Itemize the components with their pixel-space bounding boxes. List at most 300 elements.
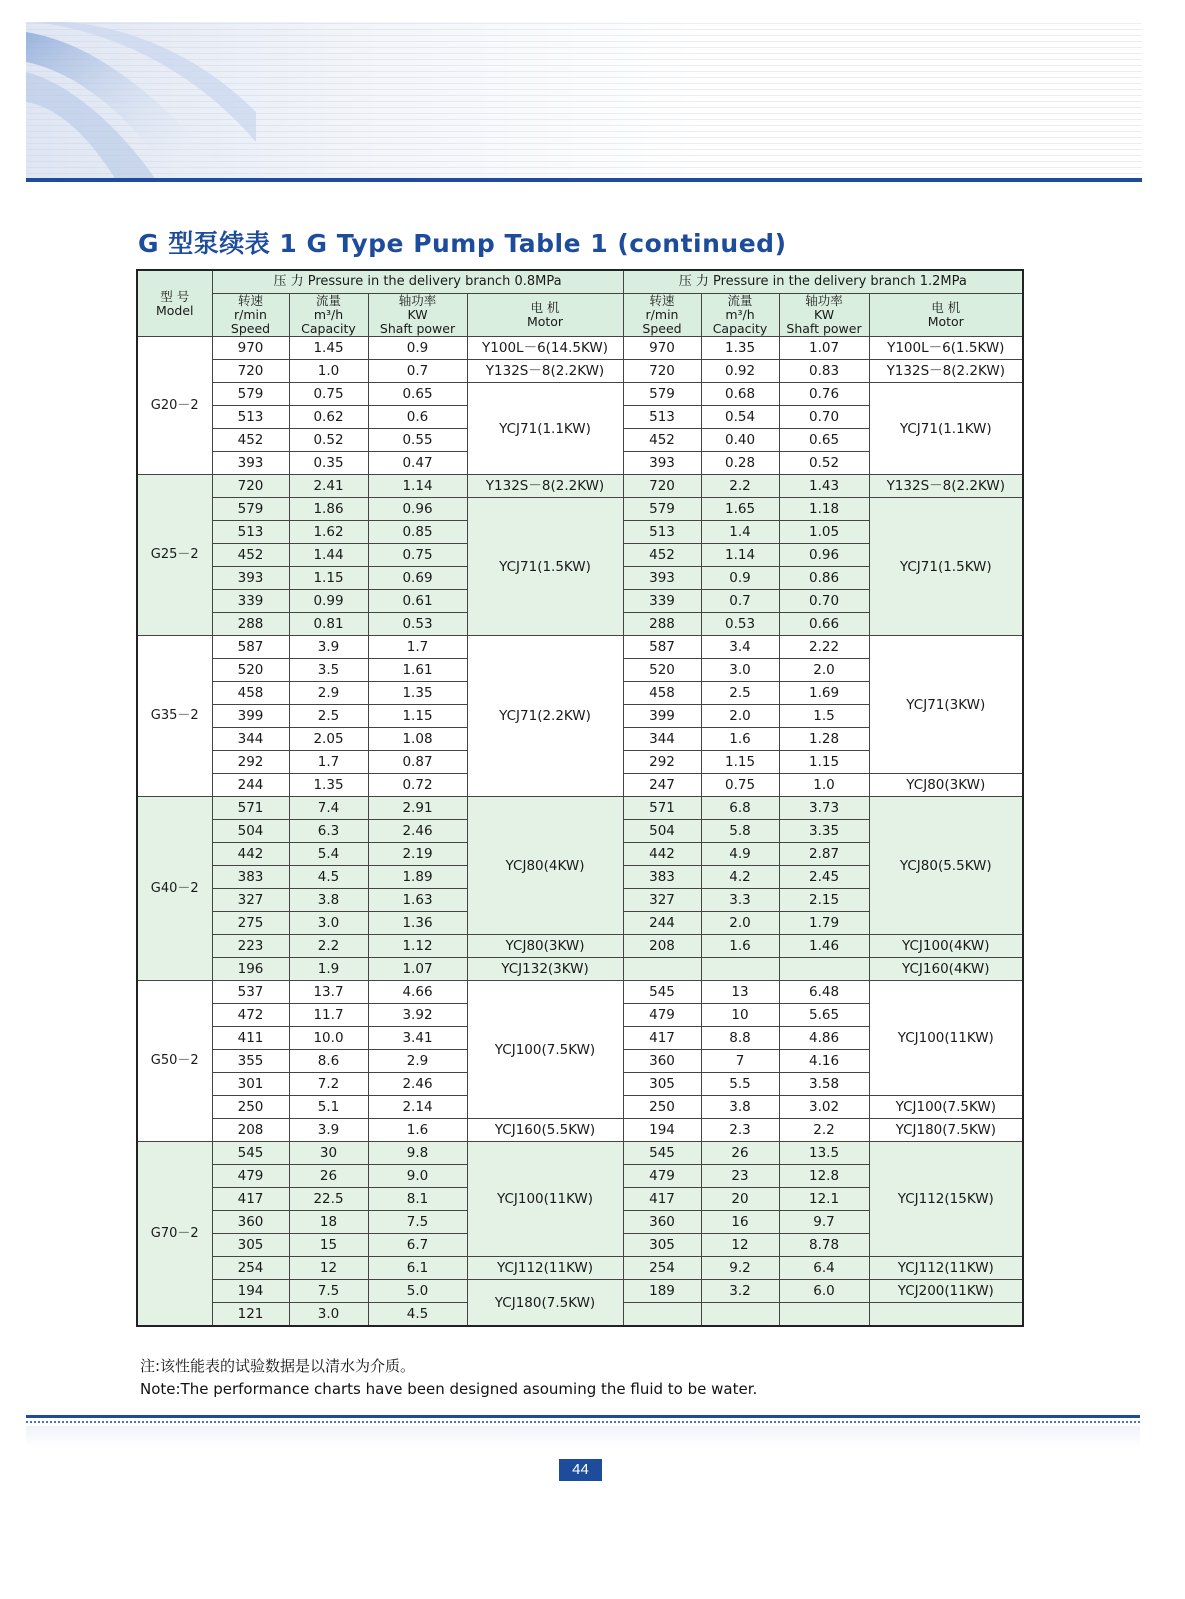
capacity-cell: 4.5	[289, 866, 368, 889]
model-cell: G25－2	[137, 475, 212, 636]
shaft-power-cell: 2.2	[779, 1119, 869, 1142]
capacity-cell: 6.8	[701, 797, 779, 820]
speed-cell: 472	[212, 1004, 289, 1027]
header-rule	[26, 178, 1142, 182]
capacity-cell: 0.35	[289, 452, 368, 475]
shaft-power-cell: 0.52	[779, 452, 869, 475]
shaft-power-cell: 6.48	[779, 981, 869, 1004]
speed-cell: 194	[212, 1280, 289, 1303]
capacity-cell: 7.4	[289, 797, 368, 820]
pressure-12-header: 压 力 Pressure in the delivery branch 1.2MPa	[623, 270, 1023, 294]
capacity-header: 流量 m³/h Capacity	[701, 294, 779, 337]
shaft-power-cell: 0.65	[368, 383, 467, 406]
speed-header: 转速 r/min Speed	[623, 294, 701, 337]
speed-cell: 545	[212, 1142, 289, 1165]
capacity-cell: 1.35	[289, 774, 368, 797]
shaft-power-cell: 0.72	[368, 774, 467, 797]
shaft-power-cell: 8.78	[779, 1234, 869, 1257]
shaft-power-cell: 2.91	[368, 797, 467, 820]
speed-cell: 288	[623, 613, 701, 636]
motor-cell: YCJ112(15KW)	[869, 1142, 1023, 1257]
capacity-cell: 3.0	[289, 1303, 368, 1327]
speed-cell: 208	[212, 1119, 289, 1142]
shaft-power-cell: 1.15	[779, 751, 869, 774]
capacity-cell: 1.6	[701, 935, 779, 958]
table-row	[137, 935, 1023, 958]
shaft-power-cell: 3.35	[779, 820, 869, 843]
shaft-power-cell: 1.61	[368, 659, 467, 682]
shaft-power-cell: 1.07	[368, 958, 467, 981]
capacity-cell: 0.53	[701, 613, 779, 636]
speed-cell: 545	[623, 981, 701, 1004]
speed-cell: 970	[623, 337, 701, 360]
capacity-cell: 1.62	[289, 521, 368, 544]
motor-cell: YCJ100(11KW)	[869, 981, 1023, 1096]
shaft-power-cell: 2.19	[368, 843, 467, 866]
speed-cell: 452	[212, 544, 289, 567]
shaft-power-cell: 0.9	[368, 337, 467, 360]
shaft-power-cell: 9.7	[779, 1211, 869, 1234]
capacity-cell: 5.1	[289, 1096, 368, 1119]
motor-cell: YCJ100(11KW)	[467, 1142, 623, 1257]
speed-cell	[623, 1303, 701, 1327]
capacity-cell: 3.4	[701, 636, 779, 659]
capacity-cell: 0.75	[701, 774, 779, 797]
speed-cell: 537	[212, 981, 289, 1004]
table-row	[137, 475, 1023, 498]
shaft-power-cell: 0.69	[368, 567, 467, 590]
speed-cell: 513	[623, 521, 701, 544]
speed-cell: 288	[212, 613, 289, 636]
shaft-power-cell: 5.0	[368, 1280, 467, 1303]
capacity-cell	[701, 1303, 779, 1327]
motor-cell: Y132S－8(2.2KW)	[869, 475, 1023, 498]
capacity-cell: 2.2	[701, 475, 779, 498]
table-row	[137, 337, 1023, 360]
motor-cell: YCJ100(7.5KW)	[467, 981, 623, 1119]
capacity-cell: 3.9	[289, 1119, 368, 1142]
model-cell: G35－2	[137, 636, 212, 797]
capacity-cell: 0.75	[289, 383, 368, 406]
capacity-cell: 11.7	[289, 1004, 368, 1027]
shaft-power-cell: 8.1	[368, 1188, 467, 1211]
capacity-cell: 5.4	[289, 843, 368, 866]
speed-cell: 417	[623, 1027, 701, 1050]
shaft-power-cell: 1.89	[368, 866, 467, 889]
shaft-power-cell: 1.63	[368, 889, 467, 912]
capacity-cell: 23	[701, 1165, 779, 1188]
speed-cell: 250	[623, 1096, 701, 1119]
motor-cell: YCJ71(1.5KW)	[869, 498, 1023, 636]
speed-cell: 355	[212, 1050, 289, 1073]
motor-cell: Y132S－8(2.2KW)	[467, 360, 623, 383]
speed-cell: 393	[212, 452, 289, 475]
capacity-cell: 0.62	[289, 406, 368, 429]
shaft-power-cell: 6.1	[368, 1257, 467, 1280]
shaft-power-cell: 0.87	[368, 751, 467, 774]
shaft-power-cell: 6.4	[779, 1257, 869, 1280]
capacity-cell: 4.9	[701, 843, 779, 866]
motor-cell: YCJ132(3KW)	[467, 958, 623, 981]
model-cell: G20－2	[137, 337, 212, 475]
motor-cell: Y100L－6(1.5KW)	[869, 337, 1023, 360]
shaft-power-cell: 3.41	[368, 1027, 467, 1050]
capacity-cell: 2.5	[701, 682, 779, 705]
speed-cell: 720	[212, 475, 289, 498]
shaft-power-cell: 2.15	[779, 889, 869, 912]
capacity-cell: 2.9	[289, 682, 368, 705]
shaft-power-cell: 13.5	[779, 1142, 869, 1165]
speed-cell: 452	[623, 429, 701, 452]
capacity-cell: 3.0	[701, 659, 779, 682]
shaft-power-cell: 1.15	[368, 705, 467, 728]
capacity-cell: 0.7	[701, 590, 779, 613]
speed-cell: 244	[212, 774, 289, 797]
motor-cell: YCJ80(5.5KW)	[869, 797, 1023, 935]
motor-cell: YCJ200(11KW)	[869, 1280, 1023, 1303]
motor-header: 电 机 Motor	[467, 294, 623, 337]
speed-cell: 393	[212, 567, 289, 590]
motor-cell: YCJ112(11KW)	[869, 1257, 1023, 1280]
shaft-power-cell: 5.65	[779, 1004, 869, 1027]
capacity-cell: 7.5	[289, 1280, 368, 1303]
speed-cell: 458	[212, 682, 289, 705]
shaft-power-cell: 0.47	[368, 452, 467, 475]
speed-cell: 479	[212, 1165, 289, 1188]
shaft-power-cell: 1.69	[779, 682, 869, 705]
footer-band	[26, 1426, 1140, 1448]
speed-cell: 344	[623, 728, 701, 751]
motor-cell: YCJ180(7.5KW)	[467, 1280, 623, 1327]
capacity-cell: 3.0	[289, 912, 368, 935]
capacity-cell: 0.68	[701, 383, 779, 406]
speed-cell: 360	[623, 1050, 701, 1073]
speed-cell: 479	[623, 1165, 701, 1188]
shaft-power-cell: 3.58	[779, 1073, 869, 1096]
capacity-cell: 0.9	[701, 567, 779, 590]
motor-cell: YCJ71(3KW)	[869, 636, 1023, 774]
motor-cell: YCJ80(3KW)	[869, 774, 1023, 797]
capacity-cell: 30	[289, 1142, 368, 1165]
shaft-power-cell: 2.45	[779, 866, 869, 889]
speed-cell: 393	[623, 452, 701, 475]
shaft-power-cell: 1.35	[368, 682, 467, 705]
speed-cell: 292	[623, 751, 701, 774]
capacity-cell: 5.5	[701, 1073, 779, 1096]
capacity-cell: 2.0	[701, 912, 779, 935]
speed-cell: 417	[623, 1188, 701, 1211]
capacity-cell: 20	[701, 1188, 779, 1211]
shaft-power-cell: 7.5	[368, 1211, 467, 1234]
speed-cell: 339	[212, 590, 289, 613]
shaft-power-cell: 0.85	[368, 521, 467, 544]
speed-cell: 458	[623, 682, 701, 705]
speed-cell: 275	[212, 912, 289, 935]
table-row	[137, 360, 1023, 383]
shaft-power-cell: 2.87	[779, 843, 869, 866]
speed-cell: 254	[623, 1257, 701, 1280]
shaft-power-cell: 0.70	[779, 406, 869, 429]
motor-cell: YCJ71(1.5KW)	[467, 498, 623, 636]
speed-cell: 327	[623, 889, 701, 912]
shaft-power-cell: 0.7	[368, 360, 467, 383]
speed-cell: 720	[623, 360, 701, 383]
shaft-power-cell: 0.53	[368, 613, 467, 636]
speed-cell: 305	[212, 1234, 289, 1257]
capacity-cell: 2.5	[289, 705, 368, 728]
capacity-cell: 2.05	[289, 728, 368, 751]
shaft-power-cell: 0.6	[368, 406, 467, 429]
capacity-cell: 9.2	[701, 1257, 779, 1280]
table-row	[137, 1119, 1023, 1142]
speed-cell: 504	[623, 820, 701, 843]
capacity-cell: 5.8	[701, 820, 779, 843]
capacity-cell: 1.4	[701, 521, 779, 544]
shaft-power-cell: 4.16	[779, 1050, 869, 1073]
capacity-cell: 22.5	[289, 1188, 368, 1211]
capacity-cell: 26	[289, 1165, 368, 1188]
shaft-power-cell: 1.12	[368, 935, 467, 958]
motor-cell: YCJ180(7.5KW)	[869, 1119, 1023, 1142]
motor-cell: YCJ160(4KW)	[869, 958, 1023, 981]
shaft-power-cell: 4.66	[368, 981, 467, 1004]
motor-cell: YCJ80(4KW)	[467, 797, 623, 935]
speed-cell: 442	[623, 843, 701, 866]
table-row	[137, 498, 1023, 521]
capacity-cell: 1.44	[289, 544, 368, 567]
capacity-cell	[701, 958, 779, 981]
shaft-power-cell: 1.07	[779, 337, 869, 360]
capacity-cell: 10.0	[289, 1027, 368, 1050]
speed-cell: 292	[212, 751, 289, 774]
speed-cell: 571	[212, 797, 289, 820]
motor-cell: YCJ71(2.2KW)	[467, 636, 623, 797]
speed-cell: 513	[212, 406, 289, 429]
shaft-power-cell: 1.79	[779, 912, 869, 935]
speed-cell: 579	[212, 383, 289, 406]
speed-cell: 520	[212, 659, 289, 682]
shaft-power-cell: 2.14	[368, 1096, 467, 1119]
speed-cell: 579	[212, 498, 289, 521]
motor-cell: YCJ112(11KW)	[467, 1257, 623, 1280]
table-row	[137, 1142, 1023, 1165]
speed-cell: 305	[623, 1073, 701, 1096]
pump-spec-table	[136, 269, 1024, 1327]
capacity-cell: 6.3	[289, 820, 368, 843]
table-row	[137, 636, 1023, 659]
capacity-cell: 8.6	[289, 1050, 368, 1073]
shaft-power-header: 轴功率 KW Shaft power	[779, 294, 869, 337]
speed-cell: 244	[623, 912, 701, 935]
shaft-power-cell: 1.28	[779, 728, 869, 751]
shaft-power-cell: 1.36	[368, 912, 467, 935]
capacity-cell: 3.2	[701, 1280, 779, 1303]
speed-cell: 970	[212, 337, 289, 360]
motor-cell	[869, 1303, 1023, 1327]
shaft-power-cell: 1.0	[779, 774, 869, 797]
capacity-cell: 3.8	[701, 1096, 779, 1119]
capacity-cell: 1.6	[701, 728, 779, 751]
capacity-cell: 8.8	[701, 1027, 779, 1050]
shaft-power-cell: 1.6	[368, 1119, 467, 1142]
capacity-cell: 7.2	[289, 1073, 368, 1096]
shaft-power-cell: 1.43	[779, 475, 869, 498]
speed-cell	[623, 958, 701, 981]
shaft-power-cell: 0.61	[368, 590, 467, 613]
shaft-power-cell: 3.02	[779, 1096, 869, 1119]
shaft-power-cell: 1.08	[368, 728, 467, 751]
speed-cell: 442	[212, 843, 289, 866]
speed-cell: 399	[623, 705, 701, 728]
shaft-power-cell: 1.05	[779, 521, 869, 544]
pressure-08-header: 压 力 Pressure in the delivery branch 0.8MPa	[212, 270, 623, 294]
shaft-power-cell: 2.46	[368, 1073, 467, 1096]
footer-dotted-rule	[26, 1421, 1140, 1423]
motor-cell: Y100L－6(14.5KW)	[467, 337, 623, 360]
capacity-cell: 2.2	[289, 935, 368, 958]
shaft-power-cell: 6.7	[368, 1234, 467, 1257]
capacity-cell: 1.86	[289, 498, 368, 521]
speed-cell: 344	[212, 728, 289, 751]
table-row	[137, 958, 1023, 981]
capacity-cell: 12	[701, 1234, 779, 1257]
table-row	[137, 981, 1023, 1004]
capacity-cell: 0.92	[701, 360, 779, 383]
speed-cell: 254	[212, 1257, 289, 1280]
note-chinese: 注:该性能表的试验数据是以清水为介质。	[140, 1357, 416, 1375]
shaft-power-cell: 0.70	[779, 590, 869, 613]
capacity-cell: 3.8	[289, 889, 368, 912]
shaft-power-cell: 2.9	[368, 1050, 467, 1073]
shaft-power-cell: 0.83	[779, 360, 869, 383]
shaft-power-cell	[779, 958, 869, 981]
speed-cell: 579	[623, 498, 701, 521]
shaft-power-cell: 2.46	[368, 820, 467, 843]
model-header: 型 号 Model	[137, 270, 212, 337]
motor-cell: Y132S－8(2.2KW)	[467, 475, 623, 498]
speed-cell: 520	[623, 659, 701, 682]
speed-cell: 452	[623, 544, 701, 567]
speed-cell: 250	[212, 1096, 289, 1119]
shaft-power-cell	[779, 1303, 869, 1327]
page-number: 44	[559, 1459, 602, 1481]
speed-cell: 452	[212, 429, 289, 452]
speed-cell: 196	[212, 958, 289, 981]
note-english: Note:The performance charts have been designed asouming the fluid to be water.	[140, 1380, 758, 1398]
capacity-cell: 13.7	[289, 981, 368, 1004]
speed-cell: 360	[623, 1211, 701, 1234]
shaft-power-cell: 0.86	[779, 567, 869, 590]
shaft-power-cell: 0.96	[779, 544, 869, 567]
capacity-cell: 1.65	[701, 498, 779, 521]
shaft-power-cell: 0.75	[368, 544, 467, 567]
motor-cell: YCJ71(1.1KW)	[467, 383, 623, 475]
model-cell: G40－2	[137, 797, 212, 981]
shaft-power-cell: 0.65	[779, 429, 869, 452]
motor-cell: Y132S－8(2.2KW)	[869, 360, 1023, 383]
speed-cell: 417	[212, 1188, 289, 1211]
motor-cell: YCJ80(3KW)	[467, 935, 623, 958]
speed-cell: 587	[212, 636, 289, 659]
shaft-power-cell: 0.66	[779, 613, 869, 636]
capacity-cell: 1.0	[289, 360, 368, 383]
speed-cell: 513	[212, 521, 289, 544]
speed-cell: 305	[623, 1234, 701, 1257]
capacity-cell: 1.15	[701, 751, 779, 774]
capacity-cell: 0.52	[289, 429, 368, 452]
capacity-cell: 7	[701, 1050, 779, 1073]
capacity-cell: 0.28	[701, 452, 779, 475]
capacity-cell: 4.2	[701, 866, 779, 889]
capacity-cell: 1.45	[289, 337, 368, 360]
capacity-cell: 2.41	[289, 475, 368, 498]
speed-cell: 194	[623, 1119, 701, 1142]
speed-cell: 571	[623, 797, 701, 820]
speed-cell: 383	[623, 866, 701, 889]
shaft-power-cell: 9.8	[368, 1142, 467, 1165]
header-swoosh-graphic	[26, 22, 256, 180]
speed-cell: 720	[623, 475, 701, 498]
speed-cell: 504	[212, 820, 289, 843]
page-title: G 型泵续表 1 G Type Pump Table 1 (continued)	[138, 229, 787, 258]
capacity-cell: 2.0	[701, 705, 779, 728]
speed-cell: 479	[623, 1004, 701, 1027]
speed-header: 转速 r/min Speed	[212, 294, 289, 337]
speed-cell: 411	[212, 1027, 289, 1050]
speed-cell: 545	[623, 1142, 701, 1165]
capacity-cell: 3.5	[289, 659, 368, 682]
shaft-power-cell: 9.0	[368, 1165, 467, 1188]
footer-rule	[26, 1415, 1140, 1418]
speed-cell: 399	[212, 705, 289, 728]
shaft-power-cell: 2.22	[779, 636, 869, 659]
shaft-power-cell: 1.18	[779, 498, 869, 521]
table-row	[137, 383, 1023, 406]
shaft-power-cell: 0.76	[779, 383, 869, 406]
table-body	[137, 337, 1023, 1327]
shaft-power-header: 轴功率 KW Shaft power	[368, 294, 467, 337]
capacity-cell: 0.54	[701, 406, 779, 429]
capacity-cell: 10	[701, 1004, 779, 1027]
shaft-power-cell: 6.0	[779, 1280, 869, 1303]
shaft-power-cell: 1.46	[779, 935, 869, 958]
motor-header: 电 机 Motor	[869, 294, 1023, 337]
motor-cell: YCJ100(4KW)	[869, 935, 1023, 958]
shaft-power-cell: 12.8	[779, 1165, 869, 1188]
speed-cell: 189	[623, 1280, 701, 1303]
capacity-cell: 1.7	[289, 751, 368, 774]
speed-cell: 301	[212, 1073, 289, 1096]
table-row	[137, 1280, 1023, 1303]
capacity-cell: 2.3	[701, 1119, 779, 1142]
capacity-cell: 18	[289, 1211, 368, 1234]
shaft-power-cell: 4.5	[368, 1303, 467, 1327]
speed-cell: 121	[212, 1303, 289, 1327]
shaft-power-cell: 12.1	[779, 1188, 869, 1211]
shaft-power-cell: 0.55	[368, 429, 467, 452]
speed-cell: 327	[212, 889, 289, 912]
shaft-power-cell: 1.14	[368, 475, 467, 498]
capacity-cell: 3.9	[289, 636, 368, 659]
shaft-power-cell: 4.86	[779, 1027, 869, 1050]
capacity-cell: 13	[701, 981, 779, 1004]
model-cell: G70－2	[137, 1142, 212, 1327]
model-cell: G50－2	[137, 981, 212, 1142]
motor-cell: YCJ71(1.1KW)	[869, 383, 1023, 475]
capacity-cell: 3.3	[701, 889, 779, 912]
capacity-cell: 16	[701, 1211, 779, 1234]
shaft-power-cell: 2.0	[779, 659, 869, 682]
